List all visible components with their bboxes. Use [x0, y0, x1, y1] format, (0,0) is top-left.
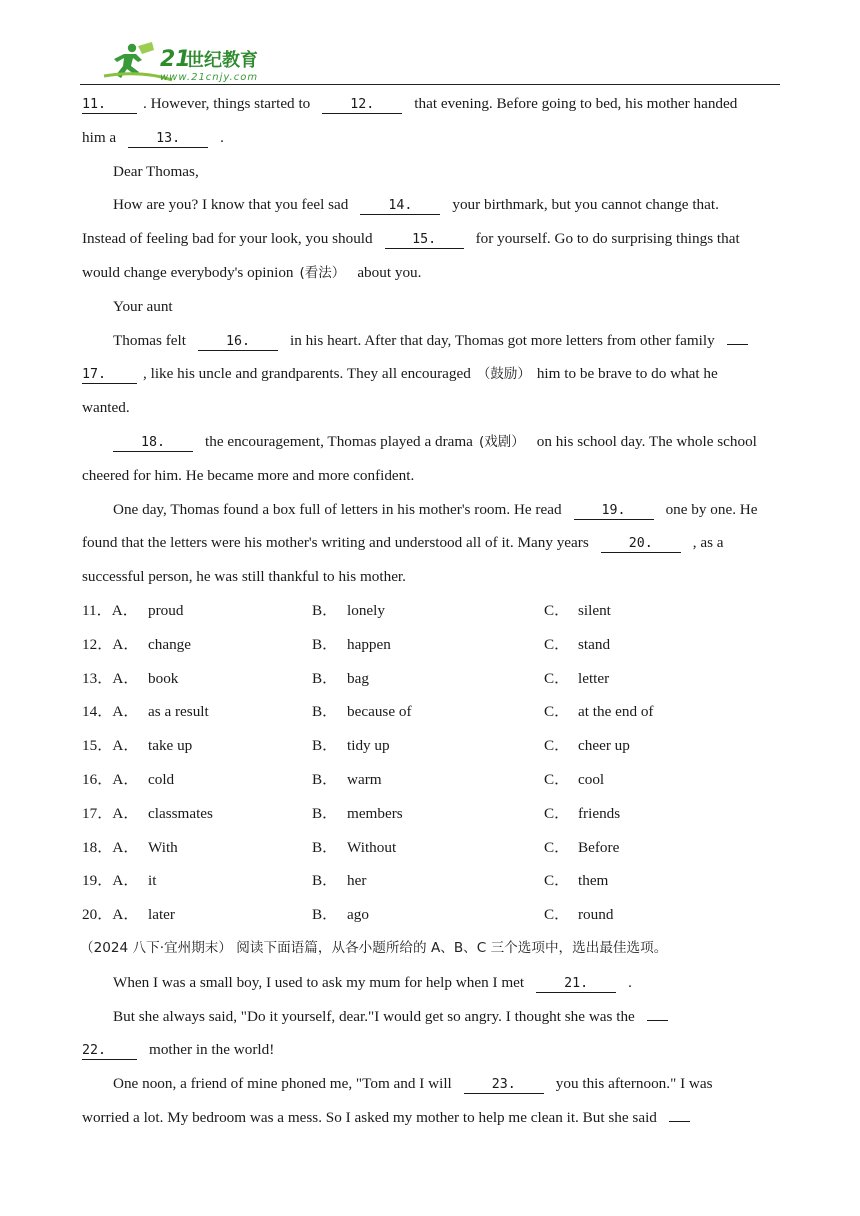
option-c-label: C．: [544, 635, 570, 653]
21cnjy-logo: [102, 40, 272, 86]
question-number: 14．A．: [82, 703, 139, 721]
question-row: [82, 594, 782, 628]
option-b-label: B．: [312, 804, 338, 822]
option-a: proud: [148, 601, 184, 619]
blank-12: 12.: [322, 96, 402, 114]
option-c-label: C．: [544, 601, 570, 619]
option-a: it: [148, 872, 157, 890]
document-body: [82, 87, 782, 1135]
question-number: 18．A．: [82, 838, 139, 856]
passage-line: But she always said, "Do it yourself, dear."I would get so angry. I thought she was the: [82, 1000, 782, 1034]
blank-24-start: [669, 1104, 690, 1122]
question-number: 17．A．: [82, 804, 139, 822]
option-c-label: C．: [544, 703, 570, 721]
passage-line: found that the letters were his mother's writing and understood all of it. Many years 20. , as a: [82, 534, 724, 552]
passage-line: him a 13. .: [82, 128, 224, 146]
option-c: friends: [578, 804, 621, 822]
passage-line: worried a lot. My bedroom was a mess. So I asked my mother to help me clean it. But she said: [82, 1101, 782, 1135]
blank-17-start: [727, 327, 748, 345]
blank-19: 19.: [574, 502, 654, 520]
option-a: classmates: [148, 804, 213, 822]
blank-17: 17.: [82, 366, 137, 384]
option-b: bag: [347, 669, 369, 687]
passage-line: One noon, a friend of mine phoned me, "Tom and I will 23. you this afternoon." I was: [113, 1075, 713, 1093]
option-c-label: C．: [544, 872, 570, 890]
option-c: letter: [578, 669, 610, 687]
question-number: 11．A．: [82, 601, 138, 619]
section-heading: （2024 八下·宜州期末） 阅读下面语篇，从各小题所给的 A、B、C 三个选项中，选出最佳选项。: [80, 939, 668, 956]
option-c: them: [578, 872, 609, 890]
option-b: lonely: [347, 601, 385, 619]
question-row: [82, 898, 782, 932]
question-number: 19．A．: [82, 872, 139, 890]
option-c: at the end of: [578, 703, 654, 721]
option-b: members: [347, 804, 403, 822]
blank-22: 22.: [82, 1042, 137, 1060]
question-row: [82, 763, 782, 797]
blank-15: 15.: [385, 231, 464, 249]
passage-line: 22. mother in the world!: [82, 1041, 275, 1059]
blank-16: 16.: [198, 333, 278, 351]
option-c-label: C．: [544, 770, 570, 788]
option-c: round: [578, 906, 614, 924]
option-b-label: B．: [312, 703, 338, 721]
option-b: warm: [347, 770, 382, 788]
option-b-label: B．: [312, 906, 338, 924]
passage-line: cheered for him. He became more and more confident.: [82, 466, 415, 484]
option-c-label: C．: [544, 737, 570, 755]
question-number: 12．A．: [82, 635, 139, 653]
blank-23: 23.: [464, 1076, 544, 1094]
option-b: happen: [347, 635, 391, 653]
passage-line: Thomas felt 16. in his heart. After that day, Thomas got more letters from other family: [82, 324, 782, 358]
option-b-label: B．: [312, 838, 338, 856]
passage-line: One day, Thomas found a box full of letters in his mother's room. He read 19. one by one. He: [113, 500, 758, 518]
passage-line: Your aunt: [113, 297, 173, 315]
option-c: silent: [578, 601, 611, 619]
option-a: book: [148, 669, 179, 687]
option-b-label: B．: [312, 737, 338, 755]
option-a: later: [148, 906, 175, 924]
option-a: change: [148, 635, 192, 653]
question-row: [82, 695, 782, 729]
blank-11: 11.: [82, 96, 137, 114]
passage-line: 11. . However, things started to 12. that evening. Before going to bed, his mother handed: [82, 95, 738, 112]
passage-line: would change everybody's opinion (看法） about you.: [82, 263, 422, 281]
option-b: because of: [347, 703, 412, 721]
question-number: 20．A．: [82, 906, 139, 924]
option-c-label: C．: [544, 838, 570, 856]
blank-20: 20.: [601, 535, 681, 553]
question-number: 16．A．: [82, 770, 139, 788]
question-number: 15．A．: [82, 737, 139, 755]
question-number: 13．A．: [82, 669, 139, 687]
svg-text:世纪教育: 世纪教育: [186, 50, 258, 71]
page-header: [80, 40, 780, 88]
blank-13: 13.: [128, 130, 208, 148]
option-b-label: B．: [312, 635, 338, 653]
blank-18: 18.: [113, 434, 193, 452]
option-a: take up: [148, 737, 193, 755]
option-c-label: C．: [544, 906, 570, 924]
option-a: as a result: [148, 703, 209, 721]
option-a: cold: [148, 770, 175, 788]
question-row: [82, 662, 782, 696]
question-row: [82, 831, 782, 865]
option-c-label: C．: [544, 669, 570, 687]
blank-22-start: [647, 1003, 668, 1021]
passage-line: 17. , like his uncle and grandparents. They all encouraged （鼓励） him to be brave to do what he: [82, 365, 718, 383]
option-c-label: C．: [544, 804, 570, 822]
option-c: stand: [578, 635, 611, 653]
option-b: her: [347, 872, 367, 890]
option-c: cool: [578, 770, 605, 788]
options-list: [82, 594, 782, 932]
passage-line: Instead of feeling bad for your look, you should 15. for yourself. Go to do surprising things that: [82, 230, 740, 248]
svg-text:21: 21: [160, 47, 191, 72]
passage-line: How are you? I know that you feel sad 14. your birthmark, but you cannot change that.: [113, 196, 719, 214]
passage-line: When I was a small boy, I used to ask my mum for help when I met 21. .: [113, 973, 632, 991]
option-c: Before: [578, 838, 620, 856]
question-row: [82, 628, 782, 662]
option-b-label: B．: [312, 601, 338, 619]
question-row: [82, 797, 782, 831]
option-c: cheer up: [578, 737, 630, 755]
passage-line: wanted.: [82, 399, 130, 417]
option-b: Without: [347, 838, 397, 856]
question-row: [82, 729, 782, 763]
passage-line: Dear Thomas,: [113, 162, 199, 180]
option-a: With: [148, 838, 178, 856]
option-b: tidy up: [347, 737, 390, 755]
blank-14: 14.: [360, 197, 440, 215]
option-b: ago: [347, 906, 369, 924]
option-b-label: B．: [312, 872, 338, 890]
option-b-label: B．: [312, 770, 338, 788]
logo-text: [160, 47, 258, 83]
passage-line: successful person, he was still thankful to his mother.: [82, 568, 406, 586]
question-row: [82, 864, 782, 898]
svg-text:www.21cnjy.com: www.21cnjy.com: [160, 72, 259, 83]
header-rule: [80, 84, 780, 85]
blank-21: 21.: [536, 975, 616, 993]
passage-line: 18. the encouragement, Thomas played a drama (戏剧） on his school day. The whole school: [82, 425, 782, 459]
option-b-label: B．: [312, 669, 338, 687]
